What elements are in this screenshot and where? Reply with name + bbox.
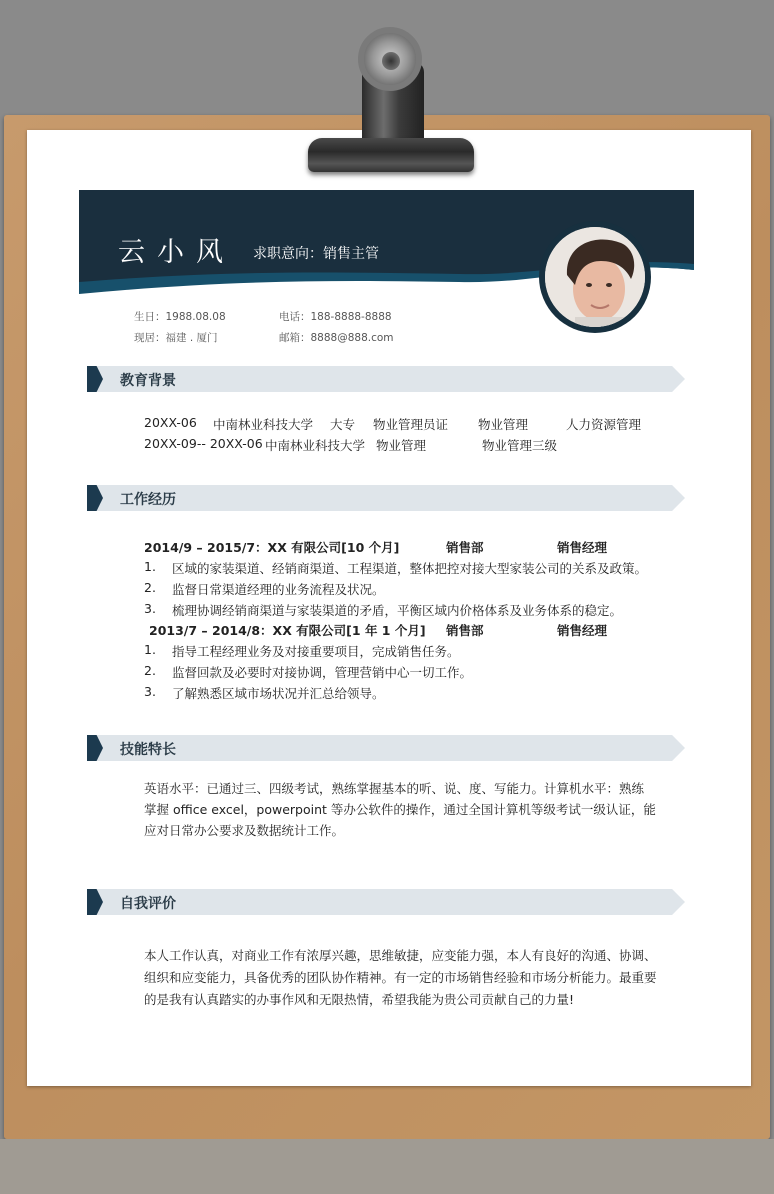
edu-school: 中南林业科技大学 [213, 417, 314, 432]
list-item: 监督回款及必要时对接协调，管理营销中心一切工作。 [172, 665, 473, 680]
section-title: 工作经历 [120, 492, 176, 508]
list-item-number: 1. [144, 642, 156, 657]
job-role: 销售经理 [557, 540, 608, 555]
edu-course: 物业管理三级 [482, 438, 558, 453]
list-item-number: 1. [144, 559, 156, 574]
section-skills-header [87, 735, 687, 761]
binder-clip-plate [308, 138, 474, 172]
candidate-name: 云小风 [118, 237, 235, 268]
edu-school: 中南林业科技大学 [265, 438, 366, 453]
list-item: 了解熟悉区域市场状况并汇总给领导。 [172, 686, 385, 701]
job-period: 2014/9 – 2015/7：XX 有限公司[10 个月] [144, 540, 400, 555]
section-title: 技能特长 [120, 742, 176, 758]
job-role: 销售经理 [557, 623, 608, 638]
job-intent: 求职意向：销售主管 [253, 246, 379, 262]
edu-extra: 人力资源管理 [566, 417, 642, 432]
avatar [545, 227, 645, 327]
list-item: 监督日常渠道经理的业务流程及状况。 [172, 582, 385, 597]
list-item: 梳理协调经销商渠道与家装渠道的矛盾，平衡区域内价格体系及业务体系的稳定。 [172, 603, 623, 618]
section-self-evaluation-header [87, 889, 687, 915]
skills-line: 应对日常办公要求及数据统计工作。 [144, 823, 345, 838]
email-address: 邮箱：8888@888.com [279, 332, 394, 344]
section-title: 自我评价 [120, 896, 176, 912]
job-department: 销售部 [446, 540, 484, 555]
list-item: 指导工程经理业务及对接重要项目，完成销售任务。 [172, 644, 460, 659]
section-title: 教育背景 [120, 373, 176, 389]
skills-line: 掌握 office excel，powerpoint 等办公软件的操作，通过全国计算机等级考试一级认证，能 [144, 802, 656, 817]
edu-date: 20XX-09-- 20XX-06 [144, 436, 263, 451]
edu-course: 物业管理 [478, 417, 529, 432]
phone-number: 电话：188-8888-8888 [279, 311, 392, 323]
self-evaluation-line: 的是我有认真踏实的办事作风和无限热情，希望我能为贵公司贡献自己的力量! [144, 992, 575, 1007]
binder-clip-hole [382, 52, 400, 70]
job-period: 2013/7 – 2014/8：XX 有限公司[1 年 1 个月] [149, 623, 426, 638]
background-bottom [0, 1139, 774, 1194]
birth-date: 生日：1988.08.08 [134, 311, 226, 323]
list-item-number: 3. [144, 601, 156, 616]
self-evaluation-line: 组织和应变能力，具备优秀的团队协作精神。有一定的市场销售经验和市场分析能力。最重要 [144, 970, 657, 985]
edu-certificate: 物业管理员证 [373, 417, 449, 432]
edu-degree: 大专 [330, 417, 356, 432]
section-education-header [87, 366, 687, 392]
residence: 现居：福建 . 厦门 [134, 332, 218, 344]
list-item-number: 2. [144, 663, 156, 678]
job-department: 销售部 [446, 623, 484, 638]
list-item: 区域的家装渠道、经销商渠道、工程渠道，整体把控对接大型家装公司的关系及政策。 [172, 561, 648, 576]
list-item-number: 3. [144, 684, 156, 699]
edu-date: 20XX-06 [144, 415, 197, 430]
list-item-number: 2. [144, 580, 156, 595]
edu-major: 物业管理 [376, 438, 427, 453]
skills-line: 英语水平：已通过三、四级考试，熟练掌握基本的听、说、度、写能力。计算机水平：熟练 [144, 781, 645, 796]
profile-photo [539, 221, 651, 333]
self-evaluation-line: 本人工作认真，对商业工作有浓厚兴趣，思维敏捷，应变能力强，本人有良好的沟通、协调、 [144, 948, 657, 963]
section-work-header [87, 485, 687, 511]
